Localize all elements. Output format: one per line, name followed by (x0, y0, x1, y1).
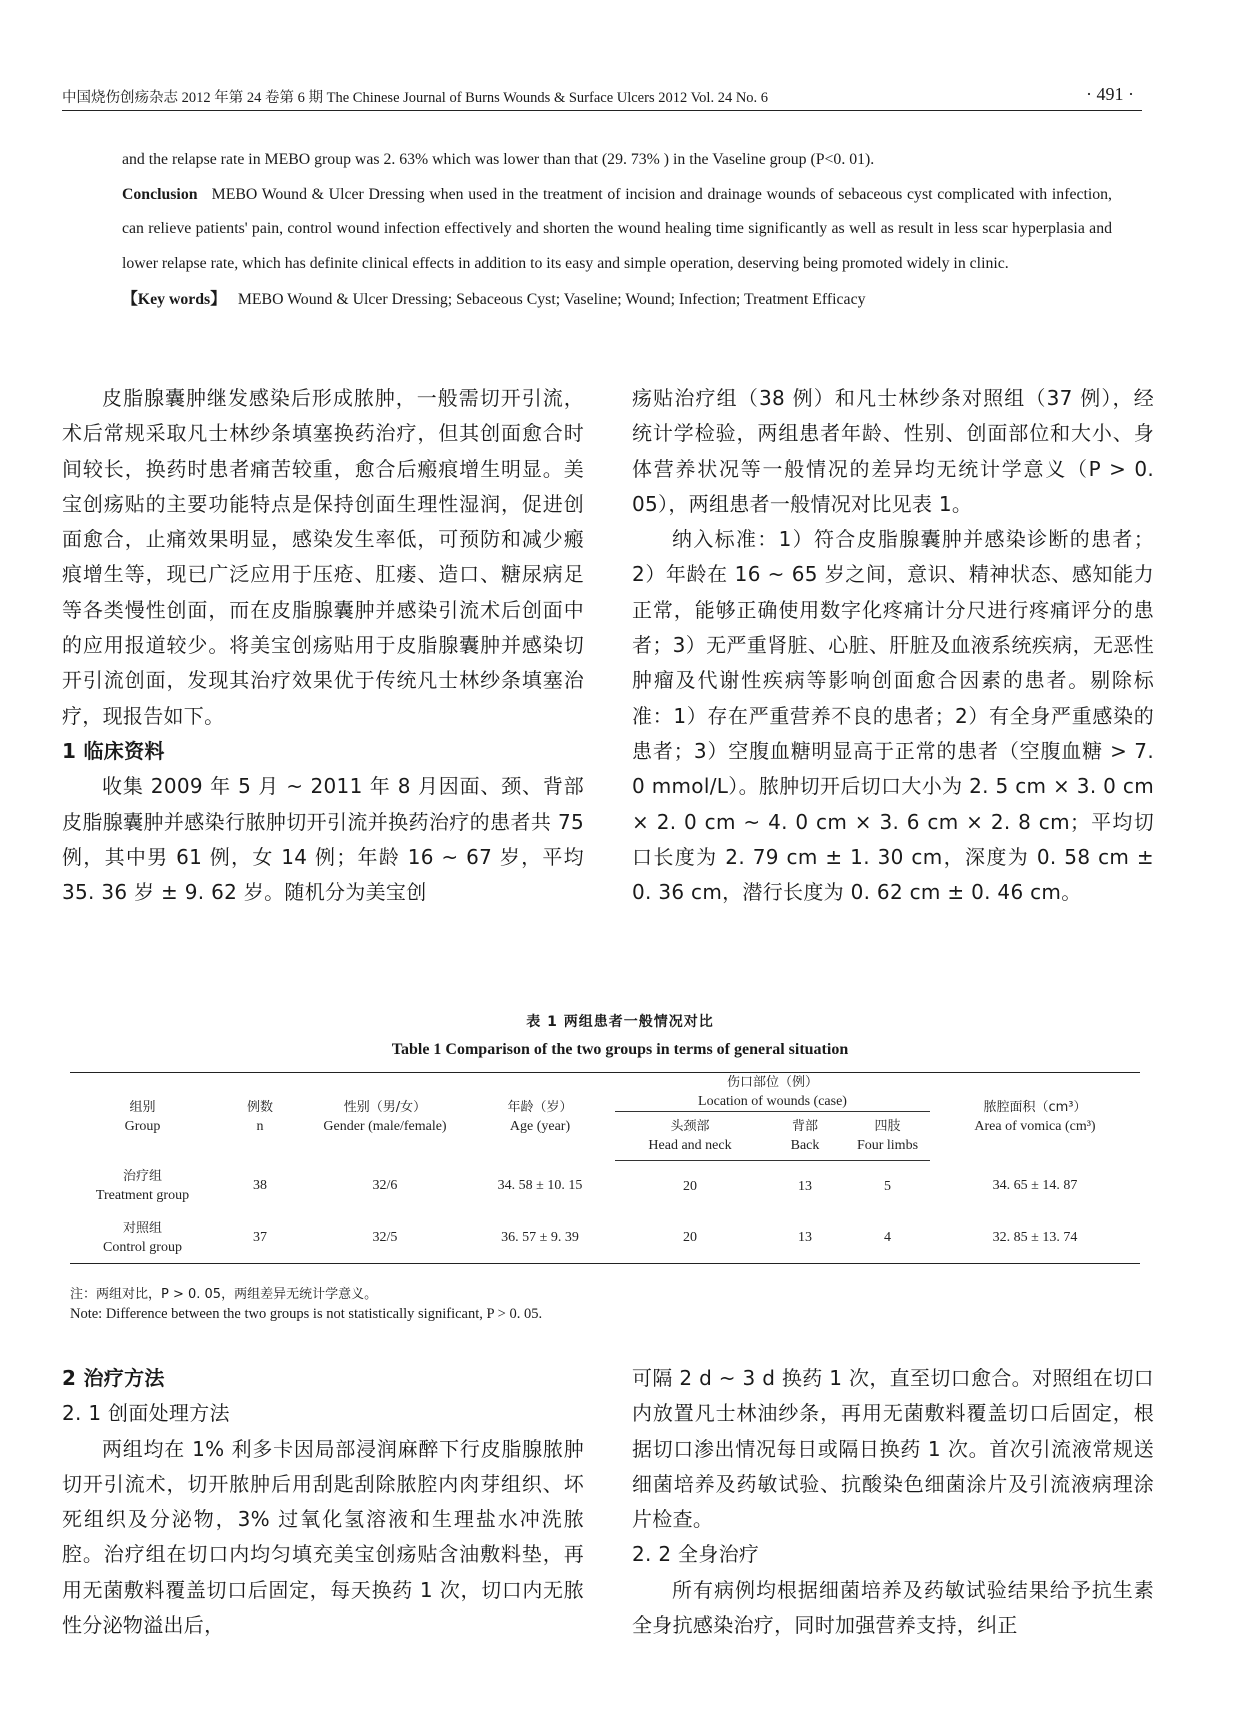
section-2-title: 2 治疗方法 (62, 1366, 165, 1390)
cell-limbs: 4 (845, 1212, 930, 1264)
section-2-1-continued: 可隔 2 d ~ 3 d 换药 1 次，直至切口愈合。对照组在切口内放置凡士林油纱条，再用无菌敷料覆盖切口后固定，根据切口渗出情况每日或隔日换药 1 次。首次引流液常规送细菌培养及药敏试验、抗酸染色细菌涂片及引流液病理涂片检查。 (632, 1366, 1154, 1532)
cell-group: 对照组 Control group (70, 1212, 215, 1264)
intro-paragraph: 皮脂腺囊肿继发感染后形成脓肿，一般需切开引流，术后常规采取凡士林纱条填塞换药治疗，但其创面愈合时间较长，换药时患者痛苦较重，愈合后瘢痕增生明显。美宝创疡贴的主要功能特点是保持创面生理性湿润，促进创面愈合，止痛效果明显，感染发生率低，可预防和减少瘢痕增生等，现已广泛应用于压疮、肛瘘、造口、糖尿病足等各类慢性创面，而在皮脂腺囊肿并感染引流术后创面中的应用报道较少。将美宝创疡贴用于皮脂腺囊肿并感染切开引流创面，发现其治疗效果优于传统凡士林纱条填塞治疗，现报告如下。 (62, 386, 584, 728)
cell-n: 38 (253, 1178, 267, 1194)
cell-age: 34. 58 ± 10. 15 (497, 1178, 583, 1194)
cell-back: 13 (765, 1212, 845, 1264)
abstract-results-line: and the relapse rate in MEBO group was 2. 63% which was lower than that (29. 73% ) in the Vaseline group (P<0. 01). (122, 151, 875, 168)
cell-group: 治疗组 Treatment group (95, 1169, 190, 1204)
cell-head: 20 (683, 1178, 697, 1194)
table-row-treatment (70, 1161, 1140, 1213)
body-column-right-lower (632, 1361, 1154, 1643)
col-gender: 性别（男/女） Gender (male/female) (305, 1073, 465, 1161)
grouping-paragraph: 疡贴治疗组（38 例）和凡士林纱条对照组（37 例），经统计学检验，两组患者年龄、性别、创面部位和大小、身体营养状况等一般情况的差异均无统计学意义（P > 0. 05），两组患者一般情况对比见表 1。 (632, 386, 1154, 516)
cell-limbs: 5 (884, 1178, 891, 1194)
cell-back: 13 (798, 1178, 812, 1194)
col-group: 组别 Group (70, 1073, 215, 1161)
table-header-row (70, 1073, 1140, 1112)
cell-area: 34. 65 ± 14. 87 (992, 1178, 1078, 1194)
journal-citation: 中国烧伤创疡杂志 2012 年第 24 卷第 6 期 The Chinese Journal of Burns Wounds & Surface Ulcers 2012 Vol. 24 No. 6 (62, 90, 769, 106)
section-2-2-paragraph: 所有病例均根据细菌培养及药敏试验结果给予抗生素全身抗感染治疗，同时加强营养支持，纠正 (632, 1577, 1154, 1638)
table-caption-en: Table 1 Comparison of the two groups in terms of general situation (391, 1041, 849, 1058)
col-n: 例数 n (215, 1073, 305, 1161)
cell-gender: 32/5 (305, 1212, 465, 1264)
cell-area: 32. 85 ± 13. 74 (930, 1212, 1140, 1264)
col-head-neck: 头颈部 Head and neck (615, 1112, 765, 1161)
section-2-1-title: 2. 1 创面处理方法 (62, 1401, 230, 1426)
cell-head: 20 (615, 1212, 765, 1264)
col-location: 伤口部位（例） Location of wounds (case) (615, 1073, 930, 1112)
abstract-keywords (122, 283, 1112, 318)
section-1-paragraph: 收集 2009 年 5 月 ~ 2011 年 8 月因面、颈、背部皮脂腺囊肿并感染行脓肿切开引流并换药治疗的患者共 75 例，其中男 61 例，女 14 例；年龄 16 ~ 67 岁，平均 35. 36 岁 ± 9. 62 岁。随机分为美宝创 (62, 774, 584, 905)
col-area: 脓腔面积（cm³） Area of vomica (cm³) (930, 1073, 1140, 1161)
col-limbs: 四肢 Four limbs (845, 1112, 930, 1161)
col-back: 背部 Back (765, 1112, 845, 1161)
running-header (62, 86, 1142, 108)
section-2-2-title: 2. 2 全身治疗 (632, 1542, 760, 1567)
cell-gender: 32/6 (372, 1178, 398, 1194)
body-column-left-lower (62, 1361, 584, 1643)
cell-n: 37 (215, 1212, 305, 1264)
header-rule (62, 110, 1142, 111)
table-general-situation (70, 1072, 1140, 1264)
abstract-conclusion (122, 178, 1112, 282)
keywords-text: MEBO Wound & Ulcer Dressing; Sebaceous Cyst; Vaseline; Wound; Infection; Treatment Efficacy (237, 291, 866, 308)
col-age: 年龄（岁） Age (year) (465, 1073, 615, 1161)
table-note-cn: 注：两组对比，P > 0. 05，两组差异无统计学意义。 (70, 1287, 378, 1302)
conclusion-label: Conclusion (122, 185, 198, 203)
cell-age: 36. 57 ± 9. 39 (465, 1212, 615, 1264)
keywords-label: 【Key words】 (122, 291, 226, 308)
body-column-left (62, 381, 584, 910)
table-row-control (70, 1212, 1140, 1264)
body-column-right (632, 381, 1154, 910)
criteria-paragraph: 纳入标准：1）符合皮脂腺囊肿并感染诊断的患者；2）年龄在 16 ~ 65 岁之间，意识、精神状态、感知能力正常，能够正确使用数字化疼痛计分尺进行疼痛评分的患者；3）无严重肾脏、心脏、肝脏及血液系统疾病，无恶性肿瘤及代谢性疾病等影响创面愈合因素的患者。剔除标准：1）存在严重营养不良的患者；2）有全身严重感染的患者；3）空腹血糖明显高于正常的患者（空腹血糖 > 7. 0 mmol/L）。脓肿切开后切口大小为 2. 5 cm × 3. 0 cm × 2. 0 cm ~ 4. 0 cm × 3. 6 cm × 2. 8 cm；平均切口长度为 2. 79 cm ± 1. 30 cm，深度为 0. 58 cm ± 0. 36 cm，潜行长度为 0. 62 cm ± 0. 46 cm。 (632, 527, 1154, 905)
section-1-title: 1 临床资料 (62, 738, 165, 763)
section-2-1-paragraph: 两组均在 1% 利多卡因局部浸润麻醉下行皮脂腺脓肿切开引流术，切开脓肿后用刮匙刮除脓腔内肉芽组织、坏死组织及分泌物，3% 过氧化氢溶液和生理盐水冲洗脓腔。治疗组在切口内均匀填充美宝创疡贴含油敷料垫，再用无菌敷料覆盖切口后固定，每天换药 1 次，切口内无脓性分泌物溢出后， (62, 1436, 584, 1638)
page-number: · 491 · (1086, 84, 1134, 104)
conclusion-text: MEBO Wound & Ulcer Dressing when used in the treatment of incision and drainage wounds of sebaceous cyst complicated with infection, can relieve patients' pain, control wound infection effectively and shorten the wound healing time significantly as well as result in less scar hyperplasia and lower relapse rate, which has definite clinical effects in addition to its easy and simple operation, deserving being promoted widely in clinic. (122, 185, 1112, 272)
table-note-en: Note: Difference between the two groups is not statistically significant, P > 0. 05. (70, 1306, 543, 1322)
table-caption-cn: 表 1 两组患者一般情况对比 (526, 1014, 714, 1030)
abstract (122, 143, 1112, 318)
